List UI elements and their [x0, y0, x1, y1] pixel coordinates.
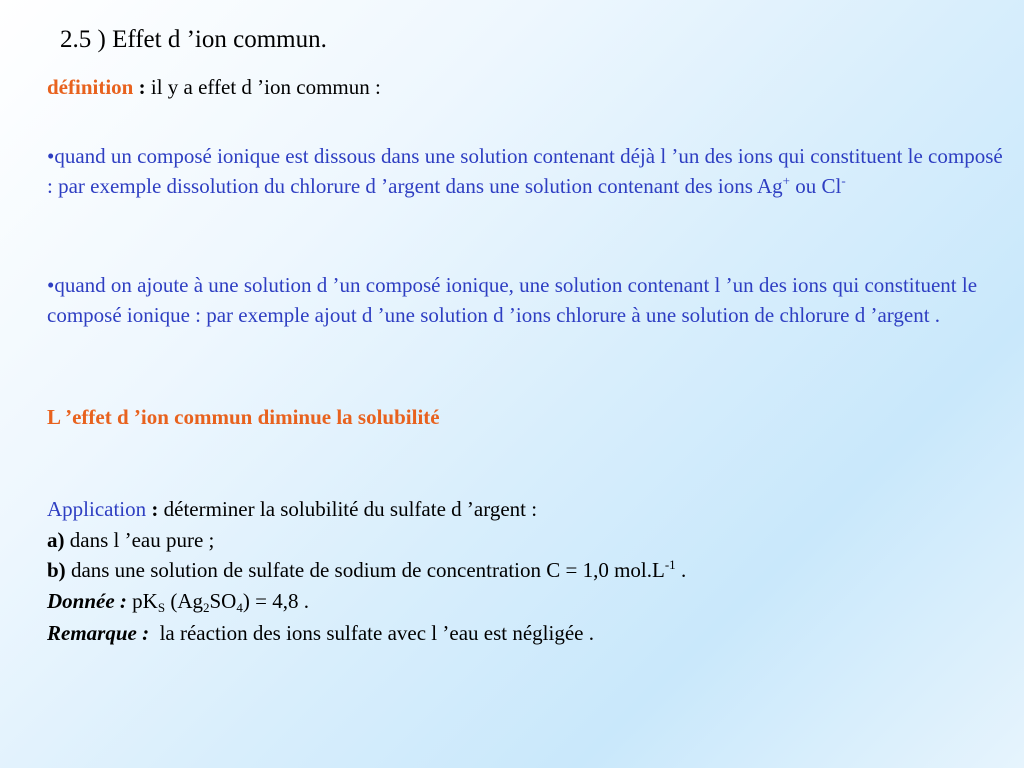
application-colon: :: [146, 497, 159, 521]
cl-charge: -: [841, 173, 846, 188]
part-a-text: dans l ’eau pure ;: [64, 528, 215, 552]
donnee-so: SO: [209, 589, 237, 613]
donnee-value: ) = 4,8 .: [242, 589, 309, 613]
part-a-line: [47, 525, 214, 555]
donnee-formula-open: (Ag: [165, 589, 203, 613]
definition-text: il y a effet d ’ion commun :: [145, 75, 381, 99]
donnee-sub-2: 4: [236, 600, 243, 615]
bullet-paragraph-1: [47, 141, 1007, 201]
part-b-label: b): [47, 558, 66, 582]
part-a-label: a): [47, 528, 65, 552]
application-label: Application: [47, 497, 147, 521]
application-text: déterminer la solubilité du sulfate d ’argent :: [158, 497, 538, 521]
donnee-sub-1: 2: [203, 600, 210, 615]
remarque-line: [47, 618, 594, 648]
conclusion: L ’effet d ’ion commun diminue la solubilité: [47, 405, 440, 429]
definition-label: définition: [47, 75, 134, 99]
donnee-pk-sub: S: [157, 600, 166, 615]
part-b-line: [47, 555, 686, 585]
bullet-paragraph-2: •quand on ajoute à une solution d ’un composé ionique, une solution contenant l ’un des ions qui constituent le composé ionique : par exemple ajout d ’une solution d ’ions chlorure à une solution de chlorure d ’argent .: [47, 273, 978, 327]
remarque-text: la réaction des ions sulfate avec l ’eau est négligée .: [149, 621, 594, 645]
part-b-end: .: [675, 558, 687, 582]
slide-title: 2.5 ) Effet d ’ion commun.: [60, 26, 327, 53]
bullet-1-mid: ou Cl: [789, 174, 842, 198]
part-b-text: dans une solution de sulfate de sodium de concentration C = 1,0 mol.L: [65, 558, 665, 582]
part-b-exponent: -1: [664, 557, 676, 572]
ag-charge: +: [782, 173, 790, 188]
donnee-line: [47, 586, 309, 616]
donnee-pk: pK: [126, 589, 158, 613]
bullet-1-text: •quand un composé ionique est dissous dans une solution contenant déjà l ’un des ions qui constituent le composé : par exemple dissolution du chlorure d ’argent dans une solution contenant des ions Ag: [47, 144, 1003, 198]
remarque-label: Remarque :: [47, 621, 150, 645]
definition-colon: :: [133, 75, 146, 99]
definition-line: [47, 72, 381, 102]
application-line: [47, 494, 537, 524]
donnee-label: Donnée :: [47, 589, 127, 613]
